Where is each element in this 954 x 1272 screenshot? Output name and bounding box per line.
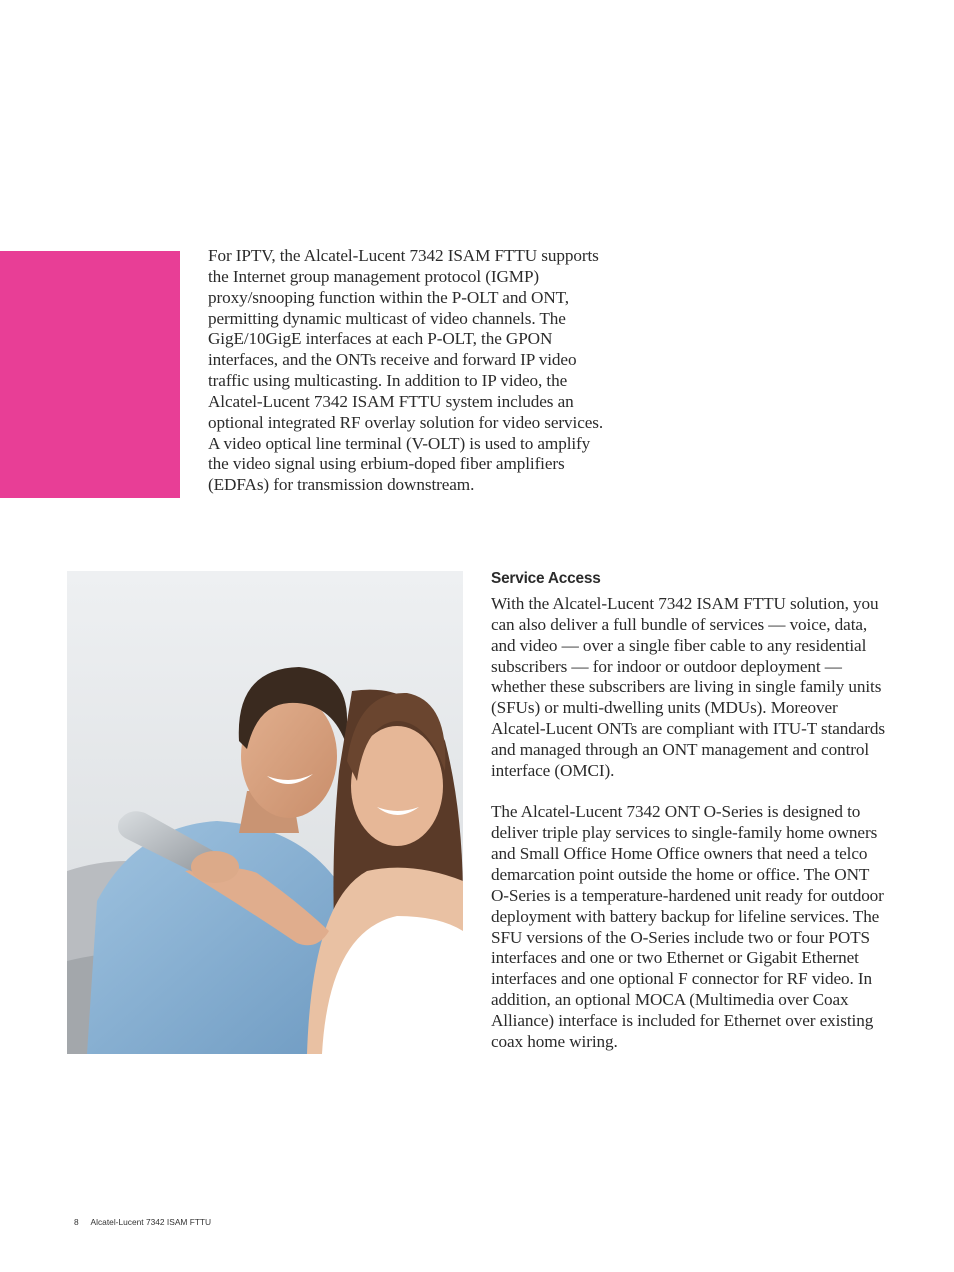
footer-title: Alcatel-Lucent 7342 ISAM FTTU <box>90 1217 212 1227</box>
page-number: 8 <box>74 1217 79 1227</box>
intro-paragraph: For IPTV, the Alcatel-Lucent 7342 ISAM FTTU supports the Internet group management protocol (IGMP) proxy/snooping function within the P-OLT and ONT, permitting dynamic multicast of video channels. The GigE/10GigE interfaces at each P-OLT, the GPON interfaces, and the ONTs receive and forward IP video traffic using multicasting. In addition to IP video, the Alcatel-Lucent 7342 ISAM FTTU system includes an optional integrated RF overlay solution for video services. A video optical line terminal (V-OLT) is used to amplify the video signal using erbium-doped fiber amplifiers (EDFAs) for transmission downstream. <box>208 246 604 495</box>
service-access-paragraph-1: With the Alcatel-Lucent 7342 ISAM FTTU solution, you can also deliver a full bundle of services — voice, data, and video — over a single fiber cable to any residential subscribers — for indoor or outdoor deployment — whether these subscribers are living in single family units (SFUs) or multi-dwelling units (MDUs). Moreover Alcatel-Lucent ONTs are compliant with ITU-T standards and managed through an ONT management and control interface (OMCI). <box>491 594 885 780</box>
couple-with-remote-photo <box>67 571 463 1054</box>
service-access-section <box>491 568 891 1053</box>
accent-color-block <box>0 251 180 498</box>
page-footer <box>74 1217 211 1227</box>
service-access-paragraph-2: The Alcatel-Lucent 7342 ONT O-Series is designed to deliver triple play services to single-family home owners and Small Office Home Office owners that need a telco demarcation point outside the home or office. The ONT O-Series is a temperature-hardened unit ready for outdoor deployment with battery backup for lifeline services. The SFU versions of the O-Series include two or four POTS interfaces and one or two Ethernet or Gigabit Ethernet interfaces and one optional F connector for RF video. In addition, an optional MOCA (Multimedia over Coax Alliance) interface is included for Ethernet over existing coax home wiring. <box>491 802 884 1051</box>
section-heading-service-access: Service Access <box>491 570 601 587</box>
